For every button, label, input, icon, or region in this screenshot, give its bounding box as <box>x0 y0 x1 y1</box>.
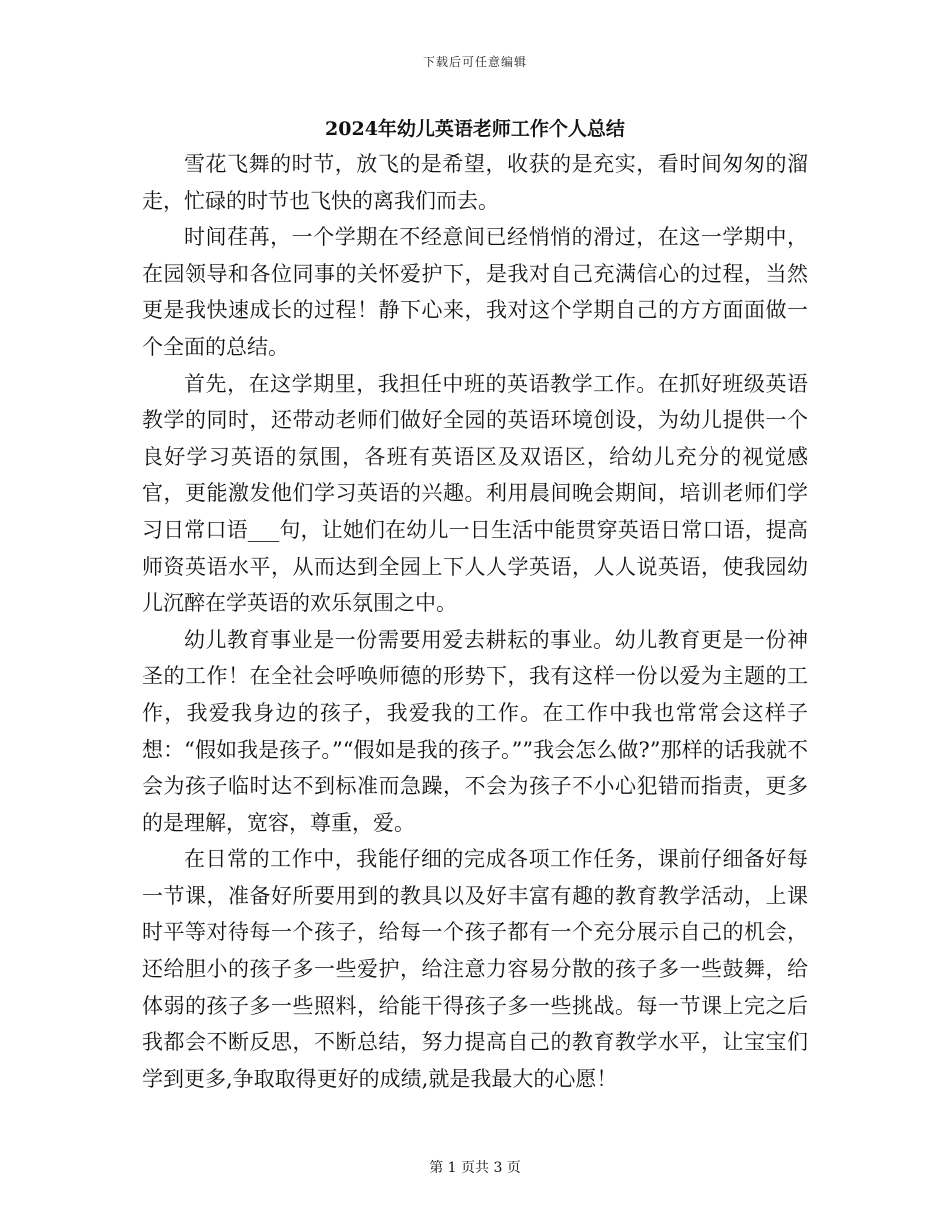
document-title: 2024年幼儿英语老师工作个人总结 <box>325 118 625 140</box>
header-note: 下载后可任意编辑 <box>422 55 527 69</box>
paragraph-1: 雪花飞舞的时节，放飞的是希望，收获的是充实，看时间匆匆的溜走，忙碌的时节也飞快的离我们而去。 <box>142 152 808 213</box>
document-body <box>142 146 808 1097</box>
paragraph-3: 首先，在这学期里，我担任中班的英语教学工作。在抓好班级英语教学的同时，还带动老师们做好全园的英语环境创设，为幼儿提供一个良好学习英语的氛围，各班有英语区及双语区，给幼儿充分的视觉感官，更能激发他们学习英语的兴趣。利用晨间晚会期间，培训老师们学习日常口语___句，让她们在幼儿一日生活中能贯穿英语日常口语，提高师资英语水平，从而达到全园上下人人学英语，人人说英语，使我园幼儿沉醉在学英语的欢乐氛围之中。 <box>142 371 808 616</box>
paragraph-4: 幼儿教育事业是一份需要用爱去耕耘的事业。幼儿教育更是一份神圣的工作！在全社会呼唤师德的形势下，我有这样一份以爱为主题的工作，我爱我身边的孩子，我爱我的工作。在工作中我也常常会这样子想：“假如我是孩子。”“假如是我的孩子。””我会怎么做?”那样的话我就不会为孩子临时达不到标准而急躁，不会为孩子不小心犯错而指责，更多的是理解，宽容，尊重，爱。 <box>142 627 808 835</box>
page-number: 第 1 页共 3 页 <box>429 1160 521 1176</box>
paragraph-2: 时间荏苒，一个学期在不经意间已经悄悄的滑过，在这一学期中，在园领导和各位同事的关怀爱护下，是我对自己充满信心的过程，当然更是我快速成长的过程！静下心来，我对这个学期自己的方方面面做一个全面的总结。 <box>142 225 808 359</box>
paragraph-5: 在日常的工作中，我能仔细的完成各项工作任务，课前仔细备好每一节课，准备好所要用到的教具以及好丰富有趣的教育教学活动，上课时平等对待每一个孩子，给每一个孩子都有一个充分展示自己的机会，还给胆小的孩子多一些爱护，给注意力容易分散的孩子多一些鼓舞，给体弱的孩子多一些照料，给能干得孩子多一些挑战。每一节课上完之后我都会不断反思，不断总结，努力提高自己的教育教学水平，让宝宝们学到更多,争取取得更好的成绩,就是我最大的心愿！ <box>142 847 808 1091</box>
